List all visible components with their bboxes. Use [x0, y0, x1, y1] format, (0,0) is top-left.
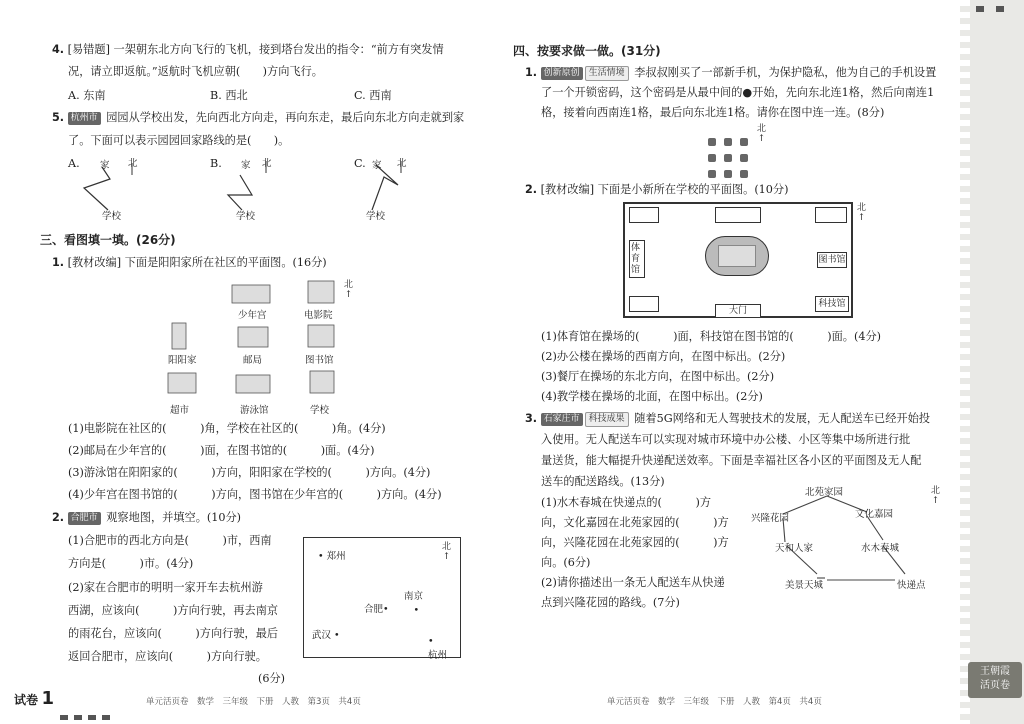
question-3-2-line6: 返回合肥市，应该向( )方向行驶。	[68, 650, 267, 663]
question-3-1-title: 1. [教材改编] 下面是阳阳家所在社区的平面图。(16分)	[52, 256, 327, 269]
question-3-2-line5: 的雨花台，应该向( )方向行驶，最后	[68, 627, 279, 640]
tianhe-label: 天和人家	[775, 543, 814, 554]
question-4-3-part1a: (1)水木春城在快递点的( )方	[541, 496, 712, 509]
option-b: B. 西北	[210, 89, 248, 102]
school-plan	[623, 202, 853, 318]
section-3-heading: 三、看图填一填。(26分)	[40, 233, 176, 247]
question-text: 下面是小新所在学校的平面图。(10分)	[597, 183, 789, 196]
north-label: 北	[857, 203, 867, 213]
page-sidebar	[960, 0, 1024, 724]
question-4-3-line3: 量送货，能大幅提升快递配送效率。下面是幸福社区各小区的平面图及无人配	[541, 454, 922, 467]
express-label: 快递点	[897, 580, 926, 591]
question-tag: 教材改编	[544, 183, 590, 196]
question-text: 随着5G网络和无人驾驶技术的发展，无人配送车已经开始投	[634, 412, 930, 425]
right-page	[505, 0, 960, 724]
library-label: 图书馆	[305, 355, 334, 366]
question-4-2-part1: (1)体育馆在操场的( )面，科技馆在图书馆的( )面。(4分)	[541, 330, 882, 343]
school-label: 学校	[310, 405, 330, 416]
question-4-3-part2a: (2)请你描述出一条无人配送车从快递	[541, 576, 725, 589]
question-tag: 教材改编	[71, 256, 117, 269]
north-arrow-icon: ↑	[757, 134, 766, 144]
plan-cell	[629, 296, 659, 312]
sidebar-mark	[996, 6, 1004, 12]
yangyang-home-label: 阳阳家	[168, 355, 197, 366]
question-3-1-part1: (1)电影院在社区的( )角，学校在社区的( )角。(4分)	[68, 422, 386, 435]
section-4-heading: 四、按要求做一做。(31分)	[513, 44, 661, 58]
route-a	[84, 167, 110, 210]
post-office-label: 邮局	[243, 355, 263, 366]
question-4-3-line4: 送车的配送路线。(13分)	[541, 475, 665, 488]
tech-building: 科技馆	[815, 296, 849, 312]
yangyang-home-icon	[172, 323, 186, 349]
question-4-1-line2: 了一个开锁密码，这个密码是从最中间的●开始，先向东北连1格，然后向南连1	[541, 86, 935, 99]
plan-cell	[715, 207, 761, 223]
option-a: A. 东南	[68, 89, 106, 102]
question-tag: 易错题	[71, 43, 106, 56]
city-nanjing: 南京 •	[404, 591, 424, 616]
question-3-2-line2: 方向是( )市。(4分)	[68, 557, 194, 570]
question-number: 1.	[52, 256, 65, 269]
question-number: 2.	[52, 511, 65, 524]
meijing-label: 美景天城	[785, 580, 824, 591]
supermarket-label: 超市	[170, 405, 190, 416]
youth-palace-icon	[232, 285, 270, 303]
north-label: 北	[262, 158, 272, 169]
school-icon	[310, 371, 334, 393]
north-arrow-icon: ↑	[442, 552, 451, 562]
post-office-icon	[238, 327, 268, 347]
question-5-line1	[52, 108, 464, 128]
north-label: 北	[757, 124, 767, 134]
route-diagrams	[80, 155, 500, 220]
north-label: 北	[931, 486, 941, 496]
pool-label: 游泳馆	[240, 405, 269, 416]
question-number: 4.	[52, 43, 65, 56]
question-text: 李叔叔刚买了一部新手机，为保护隐私，他为自己的手机设置	[634, 66, 937, 79]
question-4-1-line3: 格，接着向西南连1格，最后向东北连1格。请你在图中连一连。(8分)	[541, 106, 885, 119]
question-3-1-part4: (4)少年宫在图书馆的( )方向，图书馆在少年宫的( )方向。(4分)	[68, 488, 442, 501]
beiyuan-label: 北苑家园	[805, 487, 844, 498]
question-3-2-score: (6分)	[258, 672, 286, 685]
brand-tab	[968, 662, 1022, 698]
question-3-2-line4: 西湖，应该向( )方向行驶，再去南京	[68, 604, 279, 617]
north-indicator	[857, 203, 866, 223]
city-wuhan: 武汉 •	[312, 630, 340, 641]
plan-cell	[629, 207, 659, 223]
question-3-1-part3: (3)游泳馆在阳阳家的( )方向，阳阳家在学校的( )方向。(4分)	[68, 466, 431, 479]
north-indicator	[931, 486, 940, 506]
pool-icon	[236, 375, 270, 393]
question-3-2-line1: (1)合肥市的西北方向是( )市，西南	[68, 534, 272, 547]
question-4-3-part1c: 向，兴隆花园在北苑家园的( )方	[541, 536, 729, 549]
password-dot-grid[interactable]	[708, 138, 750, 180]
route-segment	[783, 496, 827, 514]
question-number: 5.	[52, 111, 65, 124]
footer-text: 单元活页卷 数学 三年级 下册 人教 第3页 共4页	[146, 697, 361, 707]
option-c: C.	[354, 157, 366, 170]
question-4-3-part2b: 点到兴隆花园的路线。(7分)	[541, 596, 680, 609]
sports-field[interactable]	[705, 236, 769, 276]
option-a: A.	[68, 157, 80, 170]
question-4-3-line1	[525, 409, 930, 429]
supermarket-icon	[168, 373, 196, 393]
city-tag: 合肥市	[68, 512, 101, 525]
home-label: 家	[372, 160, 382, 171]
question-number: 2.	[525, 183, 538, 196]
city-zhengzhou: • 郑州	[318, 551, 346, 562]
question-number: 3.	[525, 412, 538, 425]
question-text: 一架朝东北方向飞行的飞机，接到塔台发出的指令：“前方有突发情	[113, 43, 444, 56]
footer-text: 单元活页卷 数学 三年级 下册 人教 第4页 共4页	[607, 697, 822, 707]
question-4-2-part2: (2)办公楼在操场的西南方向，在图中标出。(2分)	[541, 350, 786, 363]
option-c: C. 西南	[354, 89, 392, 102]
question-5-line2: 了。下面可以表示园园回家路线的是( )。	[68, 134, 290, 147]
question-4-2-part3: (3)餐厅在操场的东北方向，在图中标出。(2分)	[541, 370, 775, 383]
question-4-3-part1d: 向。(6分)	[541, 556, 591, 569]
question-text: 园园从学校出发，先向西北方向走，再向东走，最后向东北方向走就到家	[106, 111, 465, 124]
sidebar-edge	[960, 0, 970, 724]
city-tag: 石家庄市	[541, 413, 583, 426]
school-label: 学校	[236, 211, 256, 222]
question-3-2-title	[52, 508, 241, 528]
footer-marks	[60, 715, 110, 720]
school-label: 学校	[102, 211, 122, 222]
route-b	[228, 175, 252, 210]
wenhua-label: 文化嘉园	[855, 509, 894, 520]
library-building: 图书馆	[817, 252, 847, 268]
youth-palace-label: 少年宫	[238, 310, 267, 321]
paper-badge: 试卷 1	[14, 688, 55, 709]
question-4-2-title: 2. [教材改编] 下面是小新所在学校的平面图。(10分)	[525, 183, 789, 196]
context-tag: 科技成果	[585, 412, 629, 427]
xinglong-label: 兴隆花园	[751, 513, 790, 524]
north-label: 北	[128, 158, 138, 169]
question-3-2-line3: (2)家在合肥市的明明一家开车去杭州游	[68, 581, 263, 594]
community-map-icons	[160, 275, 360, 415]
sidebar-mark	[976, 6, 984, 12]
plan-cell	[815, 207, 847, 223]
library-icon	[308, 325, 334, 347]
innovation-tag: 创新原创	[541, 67, 583, 80]
main-gate: 大门	[715, 304, 761, 318]
city-hangzhou: • 杭州	[428, 636, 448, 661]
north-indicator	[442, 542, 451, 562]
home-label: 家	[100, 160, 110, 171]
city-tag: 杭州市	[68, 112, 101, 125]
brand-name: 王朝霞	[980, 666, 1010, 677]
brand-label: 活页卷	[980, 680, 1010, 691]
shuimu-label: 水木春城	[861, 543, 900, 554]
city-map	[303, 537, 461, 661]
question-4-1-line1	[525, 63, 936, 83]
gym-building: 体育馆	[629, 240, 645, 278]
north-arrow-icon: ↑	[344, 290, 353, 300]
cinema-label: 电影院	[304, 310, 333, 321]
question-4-line2: 况，请立即返航。”返航时飞机应朝( )方向飞行。	[68, 65, 323, 78]
question-4-3-part1b: 向，文化嘉园在北苑家园的( )方	[541, 516, 729, 529]
north-indicator	[344, 280, 353, 300]
field-pitch	[718, 245, 756, 267]
home-label: 家	[241, 160, 251, 171]
question-4-2-part4: (4)教学楼在操场的北面，在图中标出。(2分)	[541, 390, 763, 403]
question-text: 观察地图，并填空。(10分)	[106, 511, 242, 524]
north-label: 北	[397, 158, 407, 169]
question-4-3-line2: 入使用。无人配送车可以实现对城市环境中办公楼、小区等集中场所进行批	[541, 433, 911, 446]
north-indicator	[757, 124, 766, 144]
option-b: B.	[210, 157, 222, 170]
north-label: 北	[344, 280, 354, 290]
city-hefei: 合肥•	[364, 604, 389, 615]
cinema-icon	[308, 281, 334, 303]
question-number: 1.	[525, 66, 538, 79]
question-3-1-part2: (2)邮局在少年宫的( )面，在图书馆的( )面。(4分)	[68, 444, 375, 457]
north-arrow-icon: ↑	[931, 496, 940, 506]
north-arrow-icon: ↑	[857, 213, 866, 223]
left-page	[0, 0, 505, 724]
school-label: 学校	[366, 211, 386, 222]
question-4-line1: 4. [易错题] 一架朝东北方向飞行的飞机，接到塔台发出的指令：“前方有突发情	[52, 43, 444, 56]
question-text: 下面是阳阳家所在社区的平面图。(16分)	[124, 256, 327, 269]
route-c	[372, 165, 398, 210]
context-tag: 生活情境	[585, 66, 629, 81]
north-label: 北	[442, 542, 452, 552]
